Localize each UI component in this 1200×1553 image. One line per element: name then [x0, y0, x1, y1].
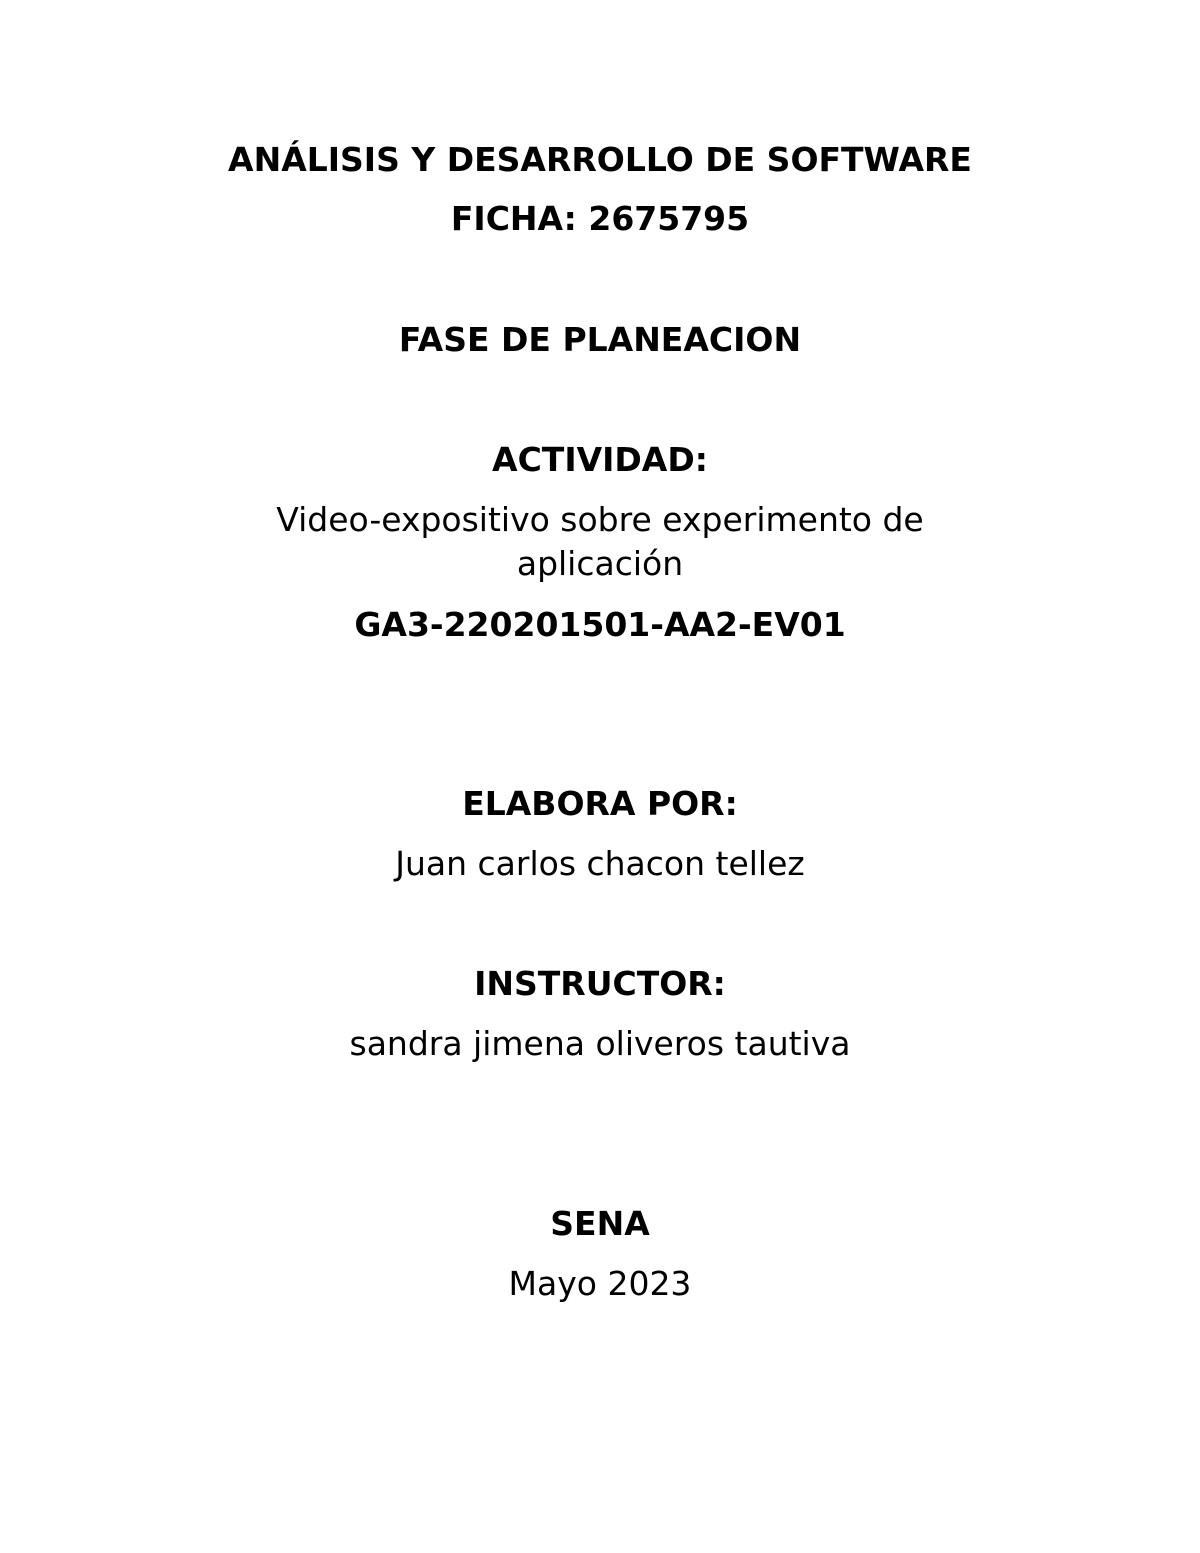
activity-label: ACTIVIDAD: — [492, 440, 708, 479]
activity-code: GA3-220201501-AA2-EV01 — [354, 605, 846, 644]
author-name: Juan carlos chacon tellez — [395, 844, 805, 883]
instructor-name: sandra jimena oliveros tautiva — [349, 1024, 851, 1063]
document-date: Mayo 2023 — [508, 1264, 692, 1303]
program-title: ANÁLISIS Y DESARROLLO DE SOFTWARE — [228, 140, 972, 179]
author-label: ELABORA POR: — [462, 784, 738, 823]
activity-description-line1: Video-expositivo sobre experimento de — [276, 500, 924, 539]
institution-name: SENA — [550, 1204, 650, 1243]
ficha-number: FICHA: 2675795 — [450, 199, 750, 238]
instructor-label: INSTRUCTOR: — [474, 964, 726, 1003]
activity-description-line2: aplicación — [516, 544, 684, 583]
phase-title: FASE DE PLANEACION — [398, 320, 802, 359]
